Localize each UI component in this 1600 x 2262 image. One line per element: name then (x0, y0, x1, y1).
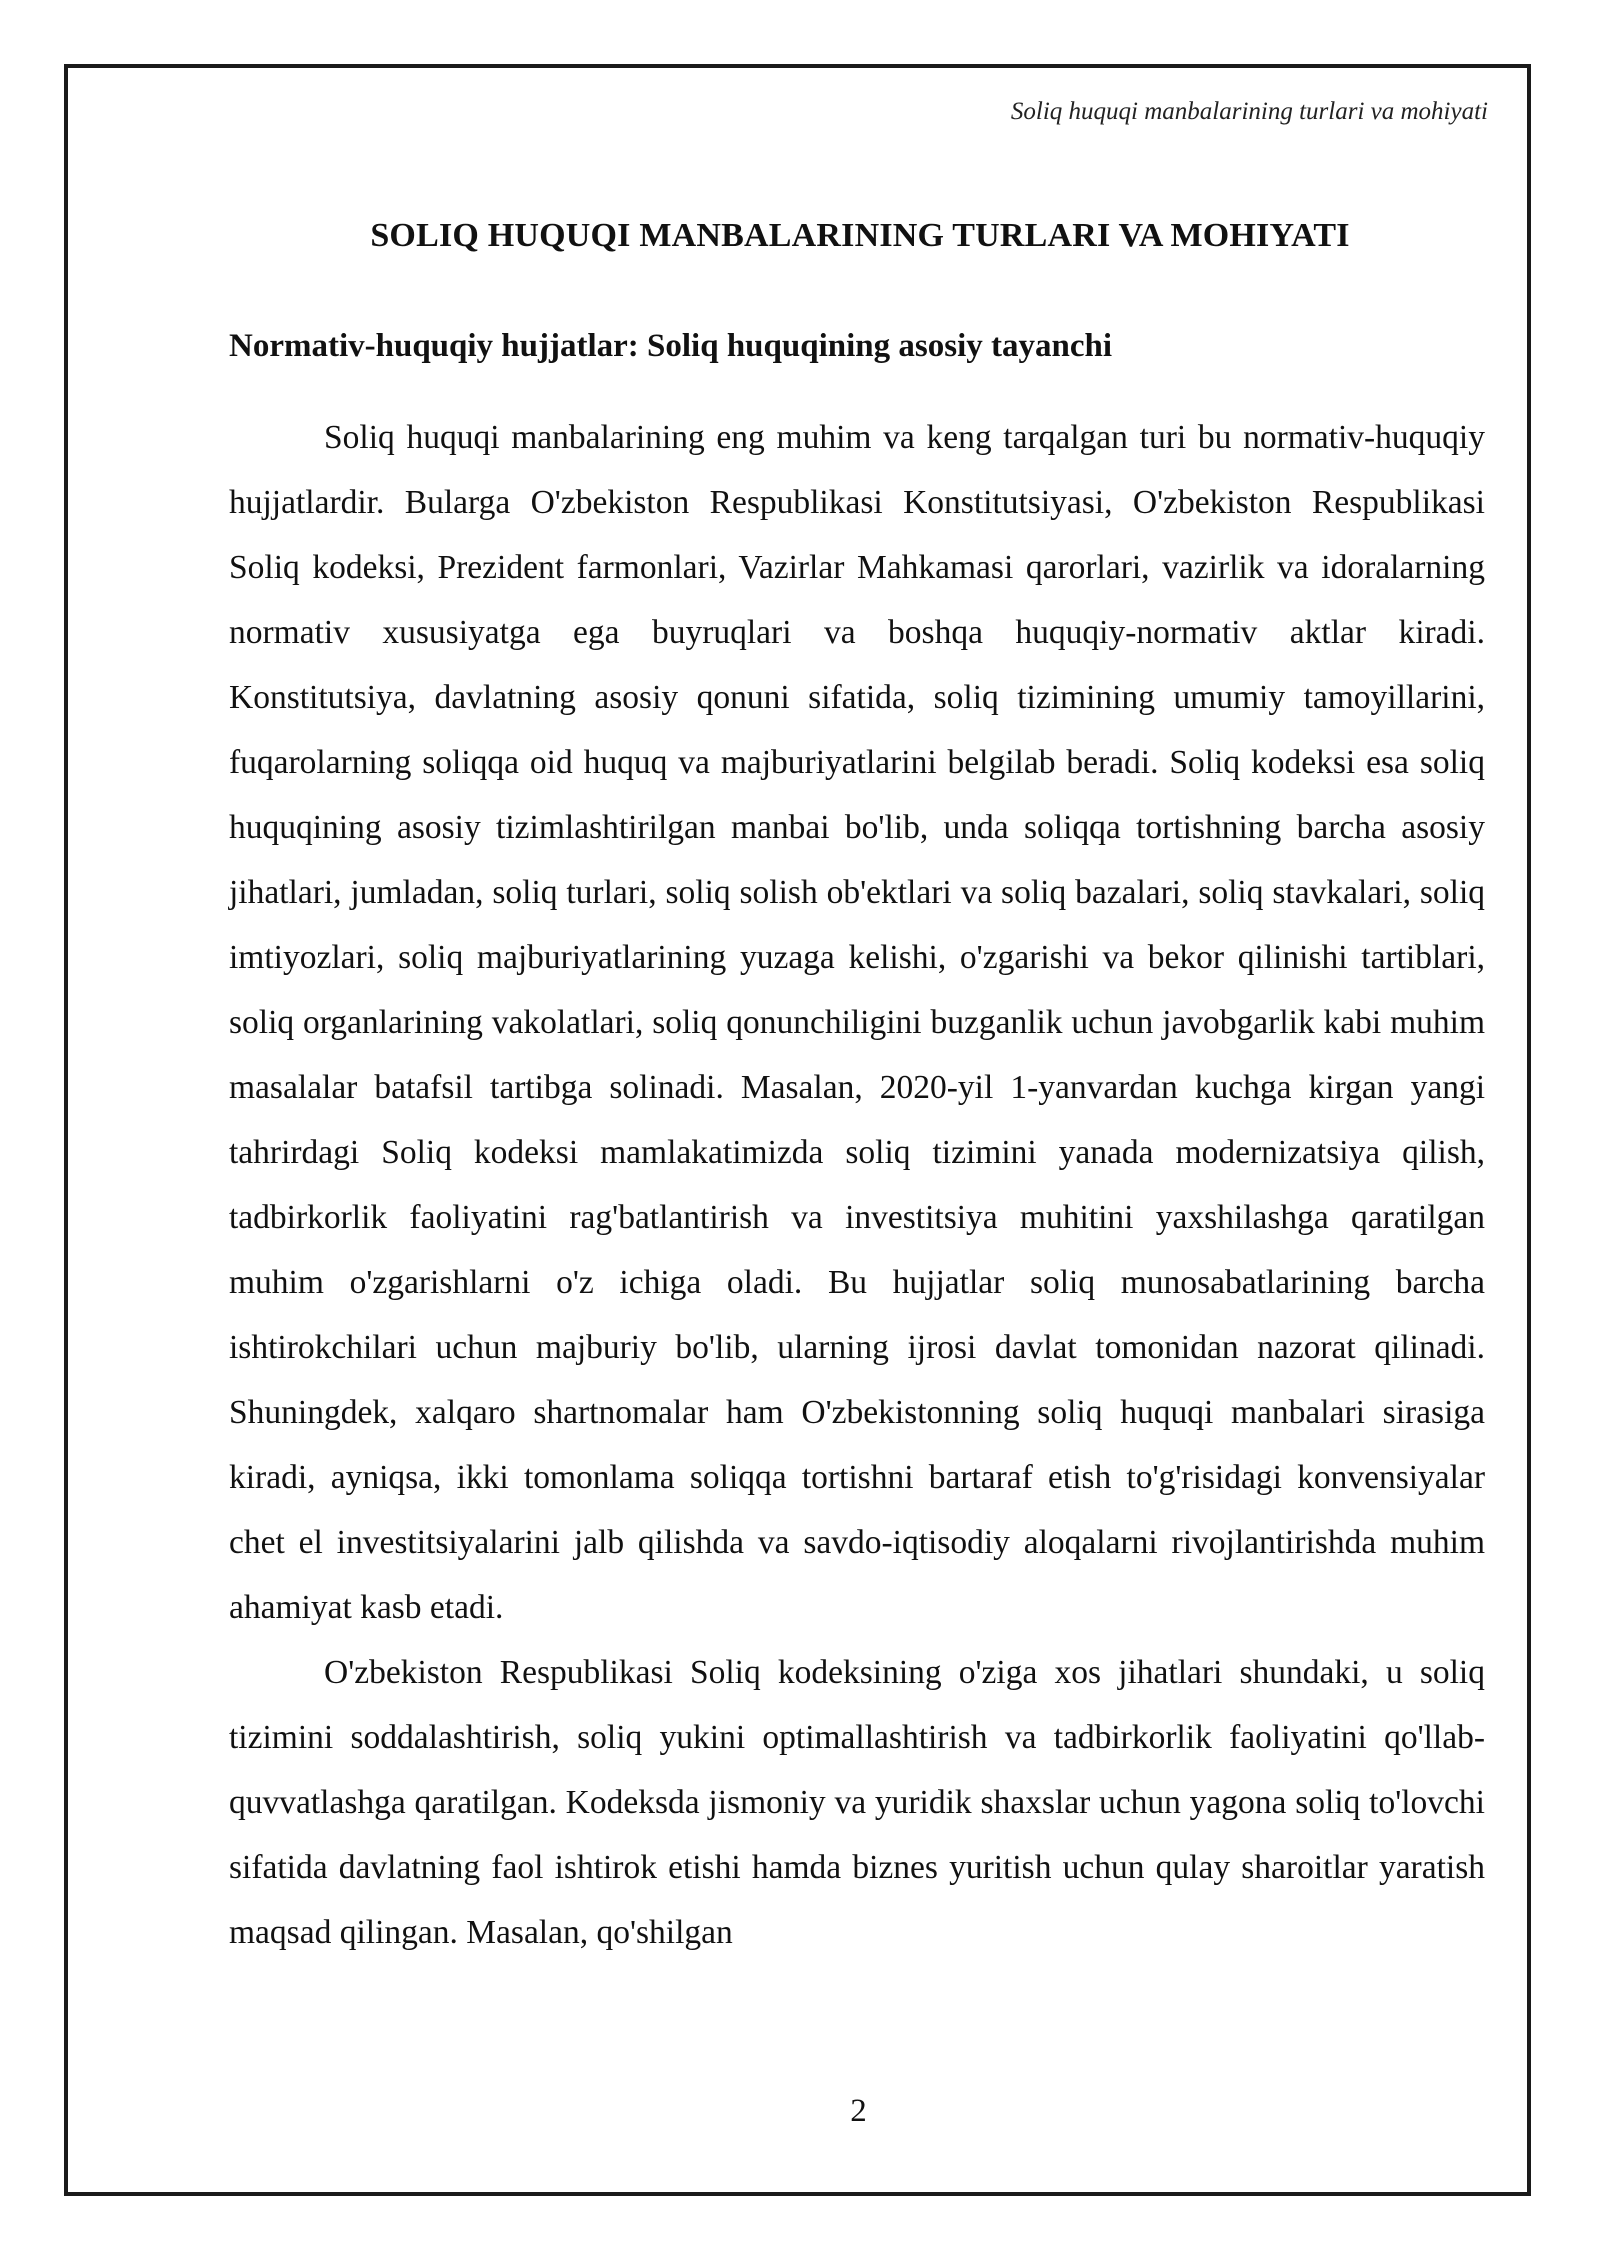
body-text (229, 405, 1485, 1965)
paragraph-2: O'zbekiston Respublikasi Soliq kodeksining o'ziga xos jihatlari shundaki, u soliq tizimini soddalashtirish, soliq yukini optimallashtirish va tadbirkorlik faoliyatini qo'llab-quvvatlashga qaratilgan. Kodeksda jismoniy va yuridik shaxslar uchun yagona soliq to'lovchi sifatida davlatning faol ishtirok etishi hamda biznes yuritish uchun qulay sharoitlar yaratish maqsad qilingan. Masalan, qo'shilgan (229, 1654, 1485, 1951)
paragraph-1: Soliq huquqi manbalarining eng muhim va keng tarqalgan turi bu normativ-huquqiy hujjatlardir. Bularga O'zbekiston Respublikasi Konstitutsiyasi, O'zbekiston Respublikasi Soliq kodeksi, Prezident farmonlari, Vazirlar Mahkamasi qarorlari, vazirlik va idoralarning normativ xususiyatga ega buyruqlari va boshqa huquqiy-normativ aktlar kiradi. Konstitutsiya, davlatning asosiy qonuni sifatida, soliq tizimining umumiy tamoyillarini, fuqarolarning soliqqa oid huquq va majburiyatlarini belgilab beradi. Soliq kodeksi esa soliq huquqining asosiy tizimlashtirilgan manbai bo'lib, unda soliqqa tortishning barcha asosiy jihatlari, jumladan, soliq turlari, soliq solish ob'ektlari va soliq bazalari, soliq stavkalari, soliq imtiyozlari, soliq majburiyatlarining yuzaga kelishi, o'zgarishi va bekor qilinishi tartiblari, soliq organlarining vakolatlari, soliq qonunchiligini buzganlik uchun javobgarlik kabi muhim masalalar batafsil tartibga solinadi. Masalan, 2020-yil 1-yanvardan kuchga kirgan yangi tahrirdagi Soliq kodeksi mamlakatimizda soliq tizimini yanada modernizatsiya qilish, tadbirkorlik faoliyatini rag'batlantirish va investitsiya muhitini yaxshilashga qaratilgan muhim o'zgarishlarni o'z ichiga oladi. Bu hujjatlar soliq munosabatlarining barcha ishtirokchilari uchun majburiy bo'lib, ularning ijrosi davlat tomonidan nazorat qilinadi. Shuningdek, xalqaro shartnomalar ham O'zbekistonning soliq huquqi manbalari sirasiga kiradi, ayniqsa, ikki tomonlama soliqqa tortishni bartaraf etish to'g'risidagi konvensiyalar chet el investitsiyalarini jalb qilishda va savdo-iqtisodiy aloqalarni rivojlantirishda muhim ahamiyat kasb etadi. (229, 419, 1485, 1626)
page-number: 2 (850, 2093, 867, 2129)
document-title: SOLIQ HUQUQI MANBALARINING TURLARI VA MOHIYATI (370, 217, 1350, 254)
section-heading: Normativ-huquqiy hujjatlar: Soliq huquqining asosiy tayanchi (229, 328, 1112, 364)
running-header: Soliq huquqi manbalarining turlari va mohiyati (1010, 98, 1488, 125)
